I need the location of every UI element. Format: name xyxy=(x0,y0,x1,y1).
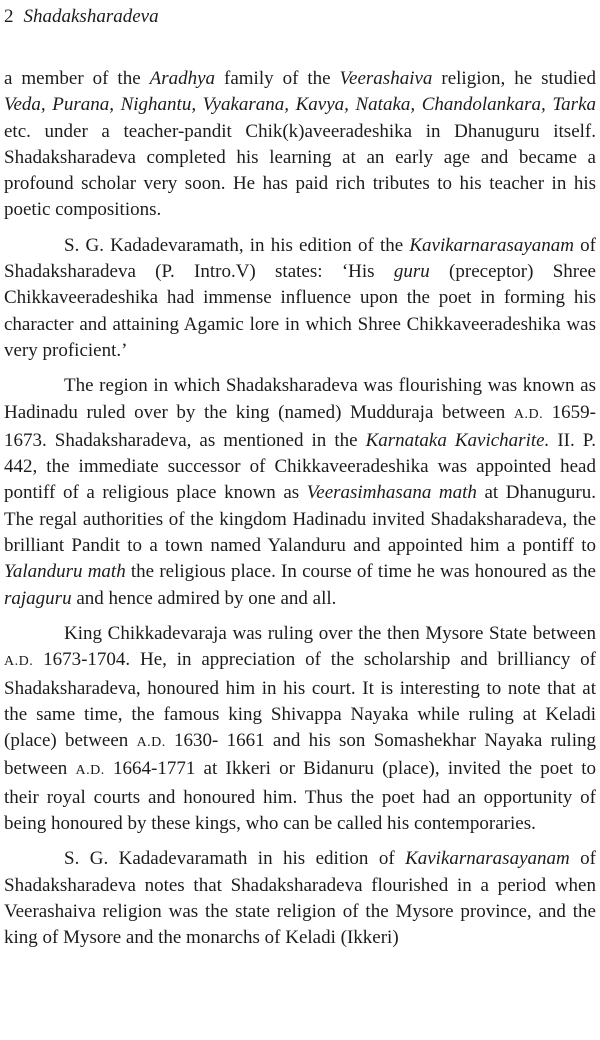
paragraph-4: King Chikkadevaraja was ruling over the then Mysore State between A.D. 1673-1704. He, in appreciation of the scholarship and brilliancy of Shadaksharadeva, honoured him in his court. It is interesting to note that at the same time, the famous king Shivappa Nayaka while ruling at Keladi (place) between A.D. 1630- 1661 and his son Somashekhar Nayaka ruling between A.D. 1664-1771 at Ikkeri or Bidanuru (place), invited the poet to their royal courts and honoured him. Thus the poet had an opportunity of being honoured by these kings, who can be called his contemporaries. xyxy=(4,622,596,835)
paragraph-3: The region in which Shadaksharadeva was flourishing was known as Hadinadu ruled over by the king (named) Mudduraja between A.D. 1659-1673. Shadaksharadeva, as mentioned in the Karnataka Kavicharite. II. P. 442, the immediate successor of Chikkaveeradeshika was appointed head pontiff of a religious place known as Veerasimhasana math at Dhanuguru. The regal authorities of the kingdom Hadinadu invited Shadaksharadeva, the brilliant Pandit to a town named Yalanduru and appointed him a pontiff to Yalanduru math the religious place. In course of time he was honoured as the rajaguru and hence admired by one and all. xyxy=(4,375,597,609)
paragraph-5: S. G. Kadadevaramath in his edition of Kavikarnarasayanam of Shadaksharadeva notes that Shadaksharadeva flourished in a period when Veerashaiva religion was the state religion of the Mysore province, and the king of Mysore and the monarchs of Keladi (Ikkeri) xyxy=(4,848,596,949)
running-title: Shadaksharadeva xyxy=(23,6,159,27)
paragraph-1: a member of the Aradhya family of the Veerashaiva religion, he studied Veda, Purana, Nighantu, Vyakarana, Kavya, Nataka, Chandolankara, Tarka etc. under a teacher-pandit Chik(k)aveeradeshika in Dhanuguru itself. Shadaksharadeva completed his learning at an early age and became a profound scholar very soon. He has paid rich tributes to his teacher in his poetic compositions. xyxy=(4,68,596,221)
page-number: 2 xyxy=(4,6,14,27)
paragraph-2: S. G. Kadadevaramath, in his edition of the Kavikarnarasayanam of Shadaksharadeva (P. Intro.V) states: ‘His guru (preceptor) Shree Chikkaveeradeshika had immense influence upon the poet in forming his character and attaining Agamic lore in which Shree Chikkaveeradeshika was very proficient.’ xyxy=(4,234,596,361)
running-header xyxy=(4,6,159,28)
page-body xyxy=(4,66,596,961)
